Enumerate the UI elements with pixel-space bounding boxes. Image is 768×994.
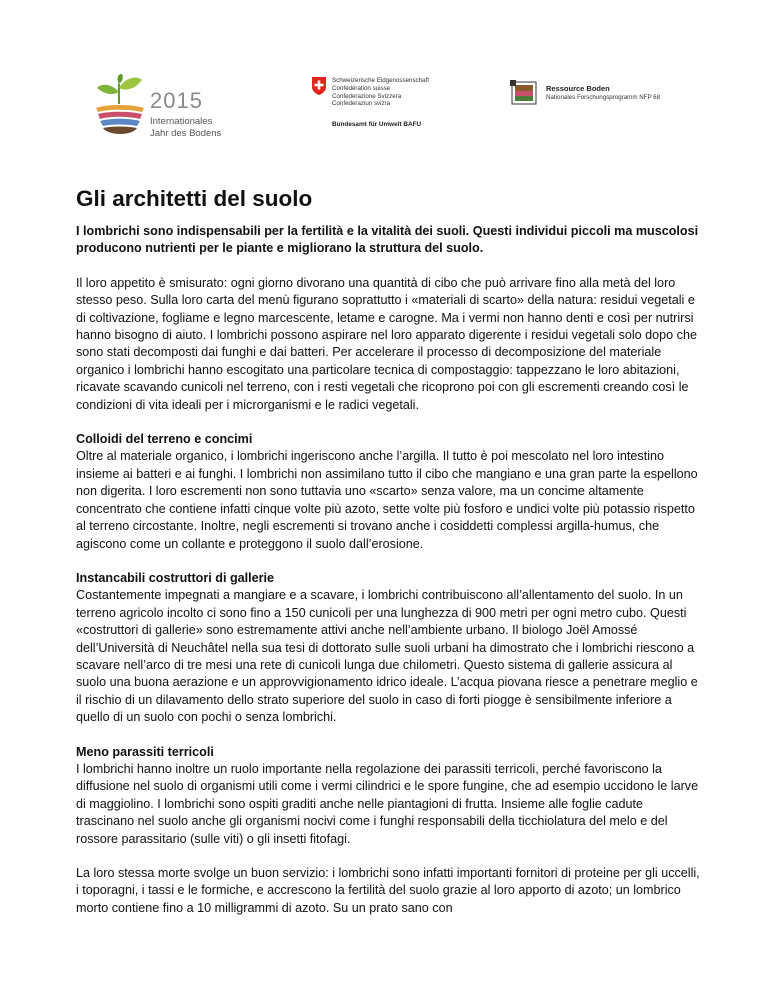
swiss-confederation-logo [312, 77, 512, 137]
ressource-boden-logo [510, 80, 680, 114]
confederation-names [332, 77, 429, 108]
ressource-boden-title: Ressource Boden [546, 84, 610, 93]
article-lead: I lombrichi sono indispensabili per la fertilità e la vitalità dei suoli. Questi individui piccoli ma muscolosi producono nutrienti per le piante e migliorano la struttura del suolo. [76, 224, 699, 256]
section-heading-parassiti: Meno parassiti terricoli [76, 744, 214, 759]
section-text-colloidi: Oltre al materiale organico, i lombrichi ingeriscono anche l’argilla. Il tutto è poi mescolato nel loro intestino insieme ai batteri e ai funghi. I lombrichi non assimilano tutto il cibo che mangiano e una gran parte la espellono non digerita. I loro escrementi non sono tuttavia uno «scarto» senza valore, ma un concime altamente concentrato che contiene infatti cinque volte più azoto, sette volte più fosforo e undici volte più potassio rispetto al terreno circostante. Inoltre, negli escrementi si trovano anche i cosiddetti complessi argilla-humus, che agiscono come un collante e proteggono il suolo dall’erosione. [76, 449, 698, 551]
iyos-year: 2015 [150, 88, 203, 113]
confederation-line-fr: Confédération suisse [332, 84, 391, 92]
article-closing: La loro stessa morte svolge un buon servizio: i lombrichi sono infatti importanti fornitori di proteine per gli uccelli, i toporagni, i tassi e le formiche, e accrescono la fertilità del suolo grazie al loro apporto di azoto; un lombrico morto contiene fino a 10 milligrammi di azoto. Su un prato sano con [76, 866, 700, 915]
ressource-boden-icon [510, 80, 538, 106]
iyos-2015-logo [92, 74, 222, 144]
swiss-shield-icon [312, 77, 326, 95]
section-text-gallerie: Costantemente impegnati a mangiare e a scavare, i lombrichi contribuiscono all’allentamento del suolo. In un terreno agricolo incolto ci sono fino a 150 cunicoli per una lunghezza di 900 metri per ogni metro cubo. Questi «costruttori di gallerie» sono estremamente attivi anche nell’ambiente urbano. Il biologo Joël Amossé dell’Università di Neuchâtel nella sua tesi di dottorato sulle suoli urbani ha dimostrato che i lombrichi riescono a scavare nell’arco di tre mesi una rete di cunicoli lunga due chilometri. Questo sistema di gallerie assicura al suolo una buona aerazione e un approvvigionamento idrico ideale. L’acqua piovana riesce a penetrare meglio e il rischio di un dilavamento dello strato superiore del suolo in caso di forti piogge è sensibilmente inferiore a quello di un suolo con pochi o senza lombrichi. [76, 588, 698, 725]
page-header [0, 0, 768, 150]
article-title: Gli architetti del suolo [76, 186, 313, 211]
confederation-line-it: Confederazione Svizzera [332, 92, 402, 100]
iyos-line-1: Internationales [150, 116, 213, 127]
section-heading-gallerie: Instancabili costruttori di gallerie [76, 570, 275, 585]
section-heading-colloidi: Colloidi del terreno e concimi [76, 432, 253, 447]
section-text-parassiti: I lombrichi hanno inoltre un ruolo importante nella regolazione dei parassiti terricoli, perché favoriscono la diffusione nel suolo di organismi utili come i vermi cilindrici e le spore fungine, che ad esempio uccidono le larve di maggiolino. I lombrichi sono ospiti graditi anche nelle piantagioni di frutta. Insieme alle foglie cadute trascinano nel suolo anche gli organismi nocivi come i funghi responsabili della ticchiolatura del melo e del rossore parassitario (sulle viti) o gli insetti fitofagi. [76, 761, 699, 846]
confederation-line-rm: Confederaziun svizra [332, 100, 391, 108]
article-intro: Il loro appetito è smisurato: ogni giorno divorano una quantità di cibo che può arrivare fino alla metà del loro stesso peso. Sulla loro carta del menù figurano soprattutto i «materiali di scarto» della natura: residui vegetali e di coltivazione, fogliame e legno marcescente, letame e carogne. Ma i vermi non hanno denti e così per nutrirsi hanno bisogno di aiuto. I lombrichi possono aspirare nel loro apparato digerente i residui vegetali solo dopo che sono stati decomposti dai funghi e dai batteri. Per accelerare il processo di decomposizione del materiale organico i lombrichi hanno escogitato una particolare tecnica di compostaggio: tappezzano le loro abitazioni, ricavate scavando cunicoli nel terreno, con i resti vegetali che ricoprono poi con gli escrementi creando così le condizioni di vita ideali per i microrganismi e le radici vegetali. [76, 275, 697, 412]
soil-plant-icon [92, 74, 148, 140]
ressource-boden-subtitle: Nationales Forschungsprogramm NFP 68 [546, 94, 661, 101]
confederation-line-de: Schweizerische Eidgenossenschaft [332, 77, 429, 84]
iyos-line-2: Jahr des Bodens [150, 128, 222, 139]
article-body [76, 185, 700, 917]
federal-office-name: Bundesamt für Umwelt BAFU [332, 121, 422, 128]
